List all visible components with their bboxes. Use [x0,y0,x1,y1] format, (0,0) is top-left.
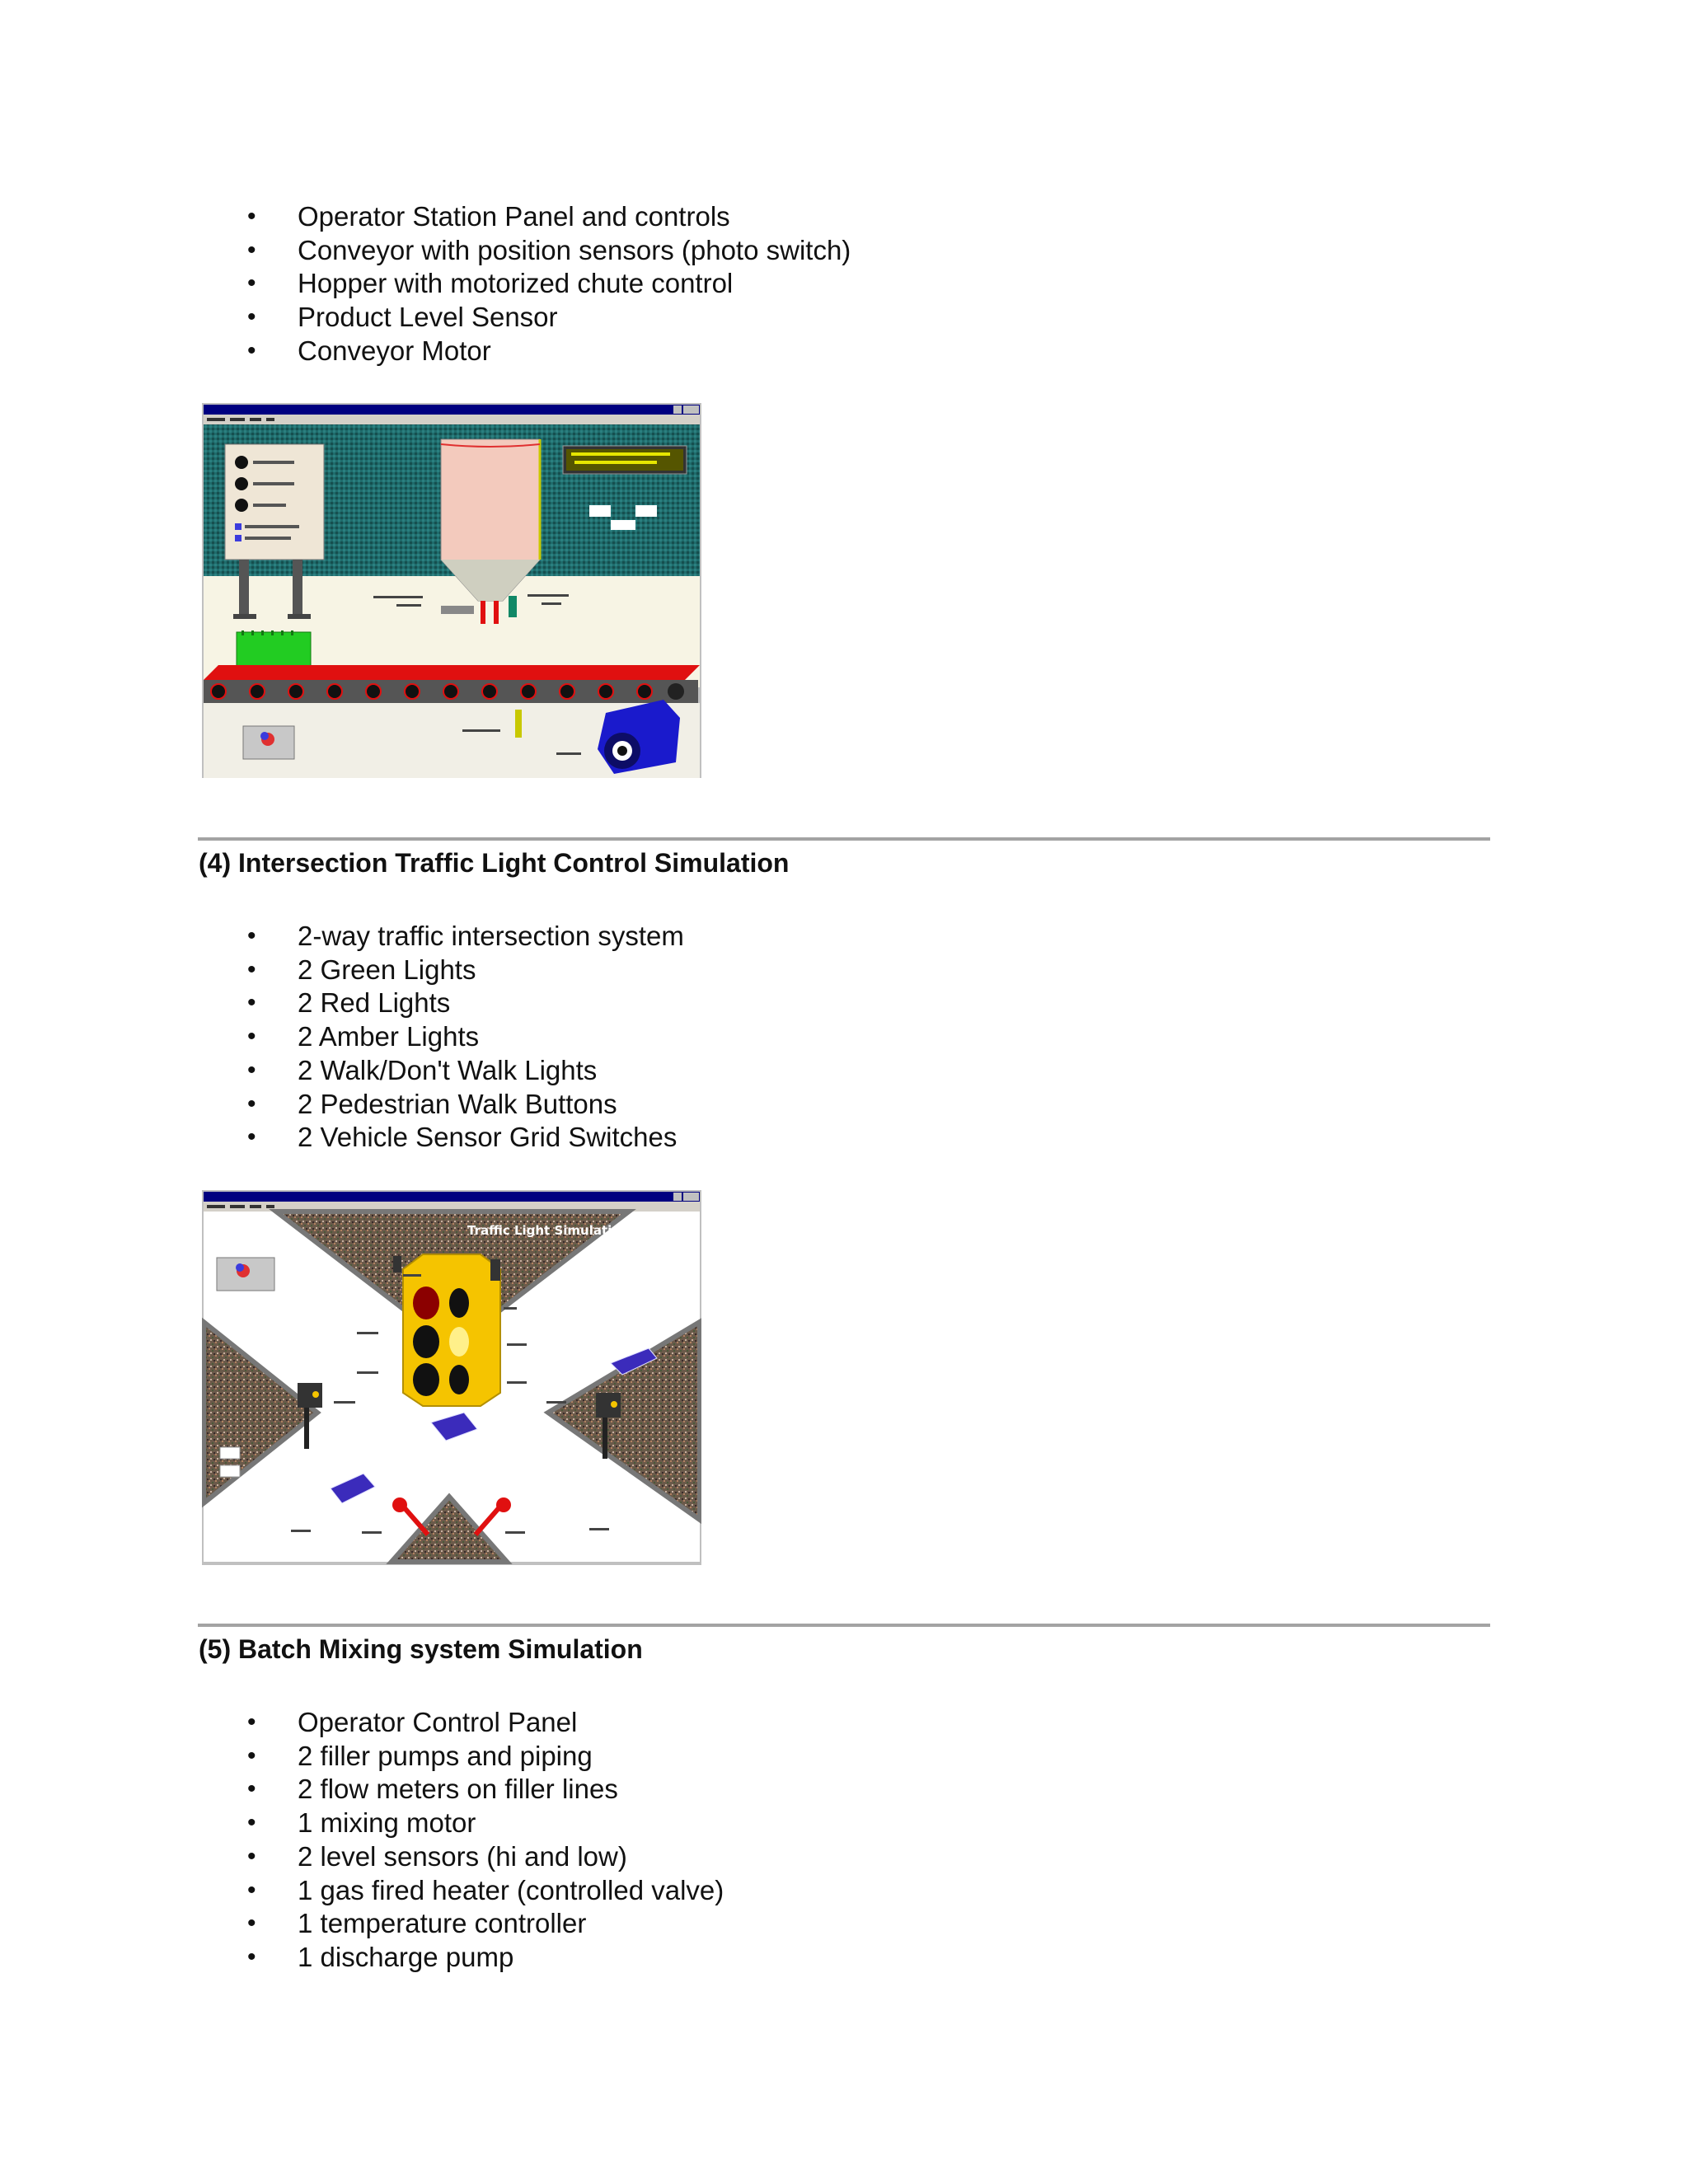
green-light-icon [413,1363,439,1396]
list-item: • Hopper with motorized chute control [247,267,851,301]
simulation-title: Traffic Light Simulation [467,1223,630,1238]
list-item: • 2-way traffic intersection system [247,920,684,954]
list-item: • 2 Green Lights [247,954,684,987]
list-item: • 2 level sensors (hi and low) [247,1840,724,1874]
panel-button-icon[interactable] [235,499,248,512]
list-item: • 2 Pedestrian Walk Buttons [247,1088,684,1122]
list-item: • 2 Walk/Don't Walk Lights [247,1054,684,1088]
panel-button-icon[interactable] [235,477,248,490]
walk-button-icon[interactable] [392,1497,407,1512]
minimize-icon[interactable] [673,405,682,414]
list-item: • Operator Station Panel and controls [247,200,851,234]
list-item: • Conveyor Motor [247,335,851,368]
list-item: • 2 Red Lights [247,987,684,1020]
bullet-list-section-3 [247,200,851,368]
bullet-list-section-5 [247,1706,724,1975]
amber-light-icon [413,1325,439,1358]
sensor-display [220,1447,240,1459]
section-heading-5: (5) Batch Mixing system Simulation [199,1634,643,1664]
sensor-display [220,1465,240,1477]
list-item: • 2 Vehicle Sensor Grid Switches [247,1121,684,1155]
list-item: • 1 gas fired heater (controlled valve) [247,1874,724,1908]
list-item: • 2 Amber Lights [247,1020,684,1054]
list-item: • 1 mixing motor [247,1807,724,1840]
horizontal-rule [198,837,1490,841]
list-item: • 1 discharge pump [247,1941,724,1975]
close-icon[interactable] [692,1193,699,1201]
menu-bar[interactable] [204,415,700,424]
section-heading-4: (4) Intersection Traffic Light Control Simulation [199,848,790,878]
conveyor-simulation-image [202,403,701,778]
list-item: • 2 filler pumps and piping [247,1740,724,1774]
list-item: • Conveyor with position sensors (photo switch) [247,234,851,268]
window-title-bar [204,1192,700,1202]
walk-button-icon[interactable] [496,1497,511,1512]
photo-switch [515,710,522,738]
maximize-icon[interactable] [683,1193,692,1201]
window-title-bar [204,405,700,415]
list-item: • Product Level Sensor [247,301,851,335]
minimize-icon[interactable] [673,1193,682,1201]
traffic-simulation-screenshot [202,1190,701,1565]
traffic-simulation-image [202,1190,701,1565]
level-sensor [509,596,517,617]
horizontal-rule [198,1624,1490,1627]
value-display [635,505,657,517]
bullet-list-section-4 [247,920,684,1155]
value-display [589,505,611,517]
conveyor-simulation-screenshot [202,403,701,778]
list-item: • 2 flow meters on filler lines [247,1773,724,1807]
list-item: • Operator Control Panel [247,1706,724,1740]
red-light-icon [413,1286,439,1319]
panel-button-icon[interactable] [235,456,248,469]
value-display [611,520,635,530]
list-item: • 1 temperature controller [247,1907,724,1941]
close-icon[interactable] [692,405,699,414]
maximize-icon[interactable] [683,405,692,414]
